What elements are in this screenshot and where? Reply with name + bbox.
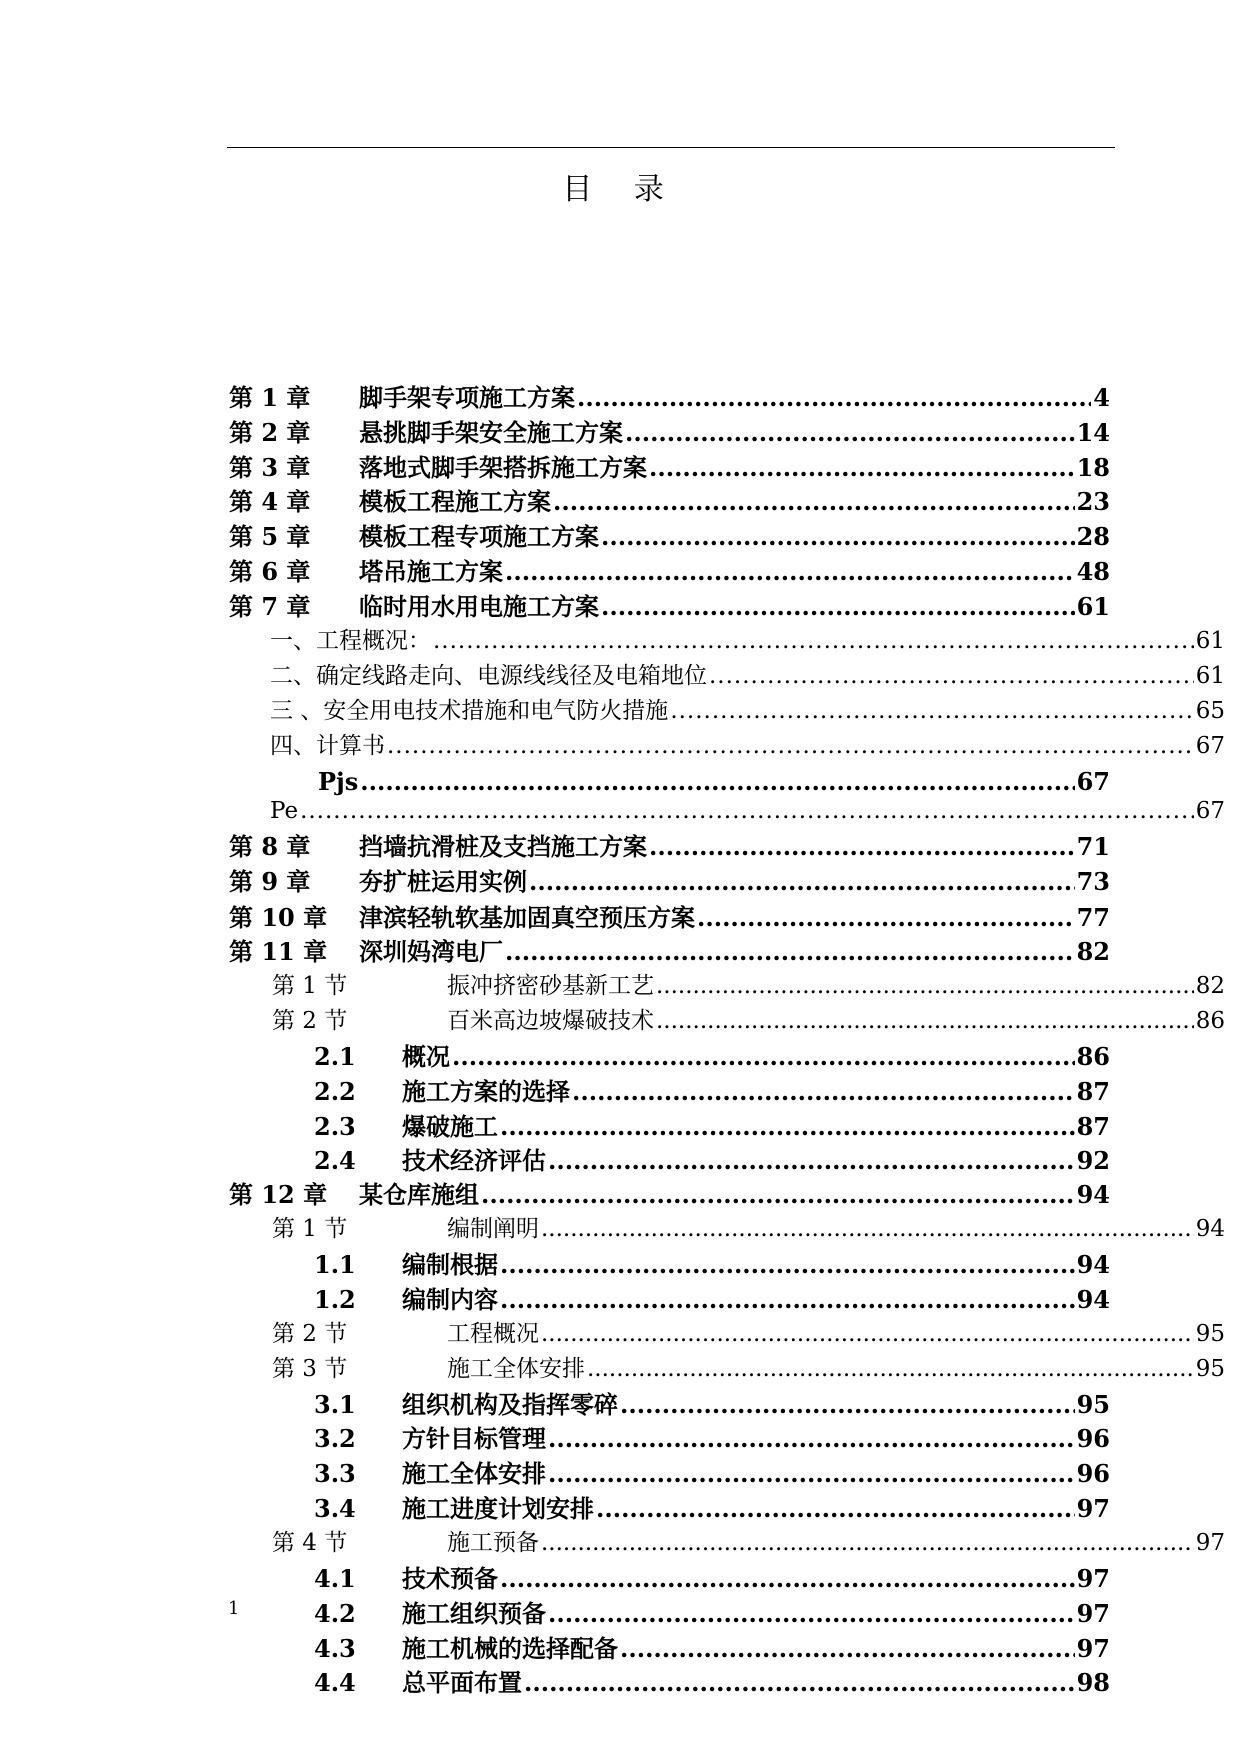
toc-dot-leader	[300, 794, 1194, 829]
toc-entry-number: 1.2	[314, 1285, 356, 1314]
toc-entry[interactable]	[229, 415, 1110, 450]
toc-entry-title: 方针目标管理	[402, 1424, 546, 1453]
header-rule	[227, 147, 1115, 148]
toc-dot-leader	[541, 1212, 1194, 1247]
toc-dot-leader	[601, 589, 1075, 624]
toc-entry-number: 第 11 章	[229, 937, 328, 966]
toc-entry-title: 施工机械的选择配备	[402, 1634, 618, 1663]
toc-entry-title: 模板工程专项施工方案	[359, 522, 599, 551]
toc-entry[interactable]	[272, 969, 1225, 1004]
toc-entry-number: 第 5 章	[229, 522, 311, 551]
toc-entry-title: Pjs	[318, 767, 359, 796]
toc-entry-title: 临时用水用电施工方案	[359, 592, 599, 621]
toc-entry-title: 挡墙抗滑桩及支挡施工方案	[359, 832, 647, 861]
toc-entry-number: 第 12 章	[229, 1180, 328, 1209]
toc-dot-leader	[577, 380, 1091, 415]
toc-entry-number: 2.4	[314, 1146, 356, 1175]
toc-dot-leader	[548, 1143, 1075, 1178]
toc-entry-page: 86	[1076, 1042, 1110, 1071]
toc-entry-number: 1.1	[314, 1250, 356, 1279]
toc-entry[interactable]	[272, 1317, 1225, 1352]
toc-entry-page: 95	[1076, 1390, 1110, 1419]
toc-entry-page: 4	[1093, 383, 1110, 412]
toc-dot-leader	[500, 1282, 1075, 1317]
toc-dot-leader	[541, 1317, 1194, 1352]
toc-entry-number: 3.3	[314, 1459, 356, 1488]
toc-entry[interactable]	[229, 380, 1110, 415]
toc-entry-page: 97	[1076, 1599, 1110, 1628]
toc-entry-number: 第 2 章	[229, 418, 311, 447]
toc-entry-title: 施工预备	[447, 1530, 539, 1556]
toc-entry-title: 模板工程施工方案	[359, 487, 551, 516]
toc-entry-page: 95	[1195, 1321, 1225, 1347]
toc-entry-page: 97	[1076, 1564, 1110, 1593]
toc-entry[interactable]	[270, 659, 1225, 694]
toc-entry-title: 脚手架专项施工方案	[359, 383, 575, 412]
toc-dot-leader	[387, 729, 1194, 764]
toc-entry-page: 87	[1076, 1112, 1110, 1141]
toc-entry[interactable]	[314, 1491, 1110, 1526]
toc-entry-title: 编制内容	[402, 1285, 498, 1314]
toc-entry[interactable]	[270, 729, 1225, 764]
toc-entry-number: 第 4 章	[229, 487, 311, 516]
toc-entry-number: 第 7 章	[229, 592, 311, 621]
toc-entry-page: 23	[1076, 487, 1110, 516]
toc-dot-leader	[697, 900, 1075, 935]
toc-entry-page: 18	[1076, 453, 1110, 482]
toc-dot-leader	[649, 829, 1075, 864]
toc-entry-title: 组织机构及指挥零碎	[402, 1390, 618, 1419]
toc-dot-leader	[601, 519, 1075, 554]
toc-entry-title: 塔吊施工方案	[359, 557, 503, 586]
toc-entry[interactable]	[272, 1212, 1225, 1247]
toc-entry-page: 94	[1076, 1180, 1110, 1209]
toc-entry-title: 施工组织预备	[402, 1599, 546, 1628]
toc-entry-title: 总平面布置	[402, 1668, 522, 1697]
toc-entry-page: 73	[1076, 867, 1110, 896]
toc-dot-leader	[670, 694, 1193, 729]
toc-entry-title: 某仓库施组	[359, 1180, 479, 1209]
toc-dot-leader	[709, 659, 1194, 694]
toc-entry[interactable]	[229, 829, 1110, 864]
toc-entry[interactable]	[229, 934, 1110, 969]
toc-entry-page: 61	[1076, 592, 1110, 621]
toc-entry-title: 编制阐明	[447, 1216, 539, 1242]
toc-entry[interactable]	[270, 794, 1225, 829]
toc-entry[interactable]	[314, 1665, 1110, 1700]
toc-entry-number: 2.3	[314, 1112, 356, 1141]
toc-entry-title: Pe	[270, 798, 299, 824]
toc-entry-page: 14	[1076, 418, 1110, 447]
toc-dot-leader	[452, 1039, 1075, 1074]
toc-entry-number: 3.2	[314, 1424, 356, 1453]
toc-entry-number: 4.4	[314, 1668, 356, 1697]
toc-entry[interactable]	[314, 1456, 1110, 1491]
toc-entry-page: 65	[1195, 698, 1225, 724]
toc-entry-title: 四、计算书	[270, 733, 385, 759]
toc-entry-page: 97	[1076, 1634, 1110, 1663]
toc-entry-title: 施工进度计划安排	[402, 1494, 594, 1523]
toc-dot-leader	[625, 415, 1075, 450]
toc-entry-number: 3.4	[314, 1494, 356, 1523]
toc-entry-page: 92	[1076, 1146, 1110, 1175]
toc-entry-number: 第 8 章	[229, 832, 311, 861]
toc-dot-leader	[541, 1526, 1194, 1561]
toc-entry-number: 第 6 章	[229, 557, 311, 586]
toc-entry-page: 77	[1076, 903, 1110, 932]
toc-dot-leader	[505, 934, 1075, 969]
toc-entry-title: 概况	[402, 1042, 450, 1071]
toc-entry[interactable]	[314, 1074, 1110, 1109]
toc-dot-leader	[596, 1491, 1075, 1526]
toc-entry-number: 第 3 节	[272, 1356, 348, 1382]
toc-entry-page: 94	[1195, 1216, 1225, 1242]
toc-entry-number: 2.1	[314, 1042, 356, 1071]
toc-dot-leader	[649, 450, 1075, 485]
toc-entry-number: 第 2 节	[272, 1008, 348, 1034]
toc-entry-page: 48	[1076, 557, 1110, 586]
toc-entry-title: 振冲挤密砂基新工艺	[447, 973, 654, 999]
toc-entry[interactable]	[229, 554, 1110, 589]
toc-dot-leader	[433, 624, 1194, 659]
toc-entry-title: 二、确定线路走向、电源线线径及电箱地位	[270, 663, 707, 689]
toc-entry-page: 67	[1195, 798, 1225, 824]
toc-dot-leader	[500, 1247, 1075, 1282]
toc-entry-title: 一、工程概况：	[270, 628, 431, 654]
toc-dot-leader	[553, 484, 1075, 519]
toc-dot-leader	[548, 1421, 1075, 1456]
toc-entry-title: 技术经济评估	[402, 1146, 546, 1175]
toc-entry[interactable]	[314, 1282, 1110, 1317]
toc-dot-leader	[587, 1352, 1194, 1387]
toc-entry[interactable]	[272, 1526, 1225, 1561]
toc-entry-number: 4.1	[314, 1564, 356, 1593]
toc-dot-leader	[620, 1631, 1075, 1666]
toc-entry-number: 4.3	[314, 1634, 356, 1663]
toc-entry-number: 第 1 节	[272, 973, 348, 999]
toc-entry-number: 第 4 节	[272, 1530, 348, 1556]
toc-entry-page: 97	[1195, 1530, 1225, 1556]
toc-entry-title: 夯扩桩运用实例	[359, 867, 527, 896]
toc-entry[interactable]	[314, 1421, 1110, 1456]
toc-entry-page: 67	[1076, 767, 1110, 796]
toc-entry-title: 工程概况	[447, 1321, 539, 1347]
toc-entry-number: 3.1	[314, 1390, 356, 1419]
page-number: 1	[228, 1598, 240, 1619]
toc-dot-leader	[548, 1596, 1075, 1631]
toc-entry[interactable]	[229, 900, 1110, 935]
toc-entry-title: 津滨轻轨软基加固真空预压方案	[359, 903, 695, 932]
toc-dot-leader	[572, 1074, 1075, 1109]
toc-entry-number: 第 1 章	[229, 383, 311, 412]
toc-entry-page: 95	[1195, 1356, 1225, 1382]
toc-entry-title: 深圳妈湾电厂	[359, 937, 503, 966]
toc-entry[interactable]	[314, 1143, 1110, 1178]
toc-entry[interactable]	[229, 519, 1110, 554]
toc-entry-page: 94	[1076, 1250, 1110, 1279]
toc-dot-leader	[524, 1665, 1075, 1700]
toc-entry-number: 4.2	[314, 1599, 356, 1628]
toc-entry-page: 97	[1076, 1494, 1110, 1523]
toc-entry-page: 96	[1076, 1459, 1110, 1488]
toc-entry-number: 第 3 章	[229, 453, 311, 482]
toc-entry-title: 施工全体安排	[447, 1356, 585, 1382]
toc-entry-title: 技术预备	[402, 1564, 498, 1593]
toc-title: 目 录	[562, 172, 680, 208]
toc-entry-page: 87	[1076, 1077, 1110, 1106]
toc-entry[interactable]	[314, 1596, 1110, 1631]
toc-entry-page: 61	[1195, 663, 1225, 689]
toc-entry[interactable]	[229, 450, 1110, 485]
toc-entry-title: 三 、安全用电技术措施和电气防火措施	[270, 698, 669, 724]
toc-entry[interactable]	[270, 624, 1225, 659]
toc-dot-leader	[481, 1177, 1075, 1212]
toc-entry-page: 82	[1195, 973, 1225, 999]
toc-dot-leader	[620, 1387, 1075, 1422]
toc-entry[interactable]	[314, 1387, 1110, 1422]
toc-entry-title: 悬挑脚手架安全施工方案	[359, 418, 623, 447]
toc-entry[interactable]	[272, 1004, 1225, 1039]
toc-entry-number: 2.2	[314, 1077, 356, 1106]
toc-dot-leader	[500, 1109, 1075, 1144]
toc-entry-number: 第 2 节	[272, 1321, 348, 1347]
toc-dot-leader	[500, 1561, 1075, 1596]
toc-entry[interactable]	[314, 1247, 1110, 1282]
toc-dot-leader	[505, 554, 1075, 589]
toc-dot-leader	[529, 864, 1075, 899]
toc-entry-page: 71	[1076, 832, 1110, 861]
toc-entry-title: 百米高边坡爆破技术	[447, 1008, 654, 1034]
toc-entry-title: 落地式脚手架搭拆施工方案	[359, 453, 647, 482]
toc-entry-title: 编制根据	[402, 1250, 498, 1279]
toc-dot-leader	[548, 1456, 1075, 1491]
toc-entry[interactable]	[229, 864, 1110, 899]
toc-entry-page: 86	[1195, 1008, 1225, 1034]
toc-entry[interactable]	[314, 1039, 1110, 1074]
toc-entry[interactable]	[272, 1352, 1225, 1387]
toc-dot-leader	[656, 1004, 1194, 1039]
toc-entry-title: 爆破施工	[402, 1112, 498, 1141]
toc-entry-title: 施工方案的选择	[402, 1077, 570, 1106]
toc-entry-page: 82	[1076, 937, 1110, 966]
toc-entry[interactable]	[314, 1561, 1110, 1596]
toc-entry-number: 第 9 章	[229, 867, 311, 896]
toc-entry[interactable]	[229, 1177, 1110, 1212]
toc-entry-number: 第 1 节	[272, 1216, 348, 1242]
toc-entry[interactable]	[314, 1631, 1110, 1666]
toc-dot-leader	[656, 969, 1194, 1004]
toc-entry-page: 61	[1195, 628, 1225, 654]
toc-entry-page: 98	[1076, 1668, 1110, 1697]
toc-entry[interactable]	[229, 484, 1110, 519]
toc-entry-page: 94	[1076, 1285, 1110, 1314]
toc-entry[interactable]	[270, 694, 1225, 729]
toc-entry-title: 施工全体安排	[402, 1459, 546, 1488]
toc-entry-page: 96	[1076, 1424, 1110, 1453]
toc-entry-number: 第 10 章	[229, 903, 328, 932]
toc-entry[interactable]	[229, 589, 1110, 624]
toc-entry-page: 67	[1195, 733, 1225, 759]
toc-entry[interactable]	[314, 1109, 1110, 1144]
toc-entry-page: 28	[1076, 522, 1110, 551]
